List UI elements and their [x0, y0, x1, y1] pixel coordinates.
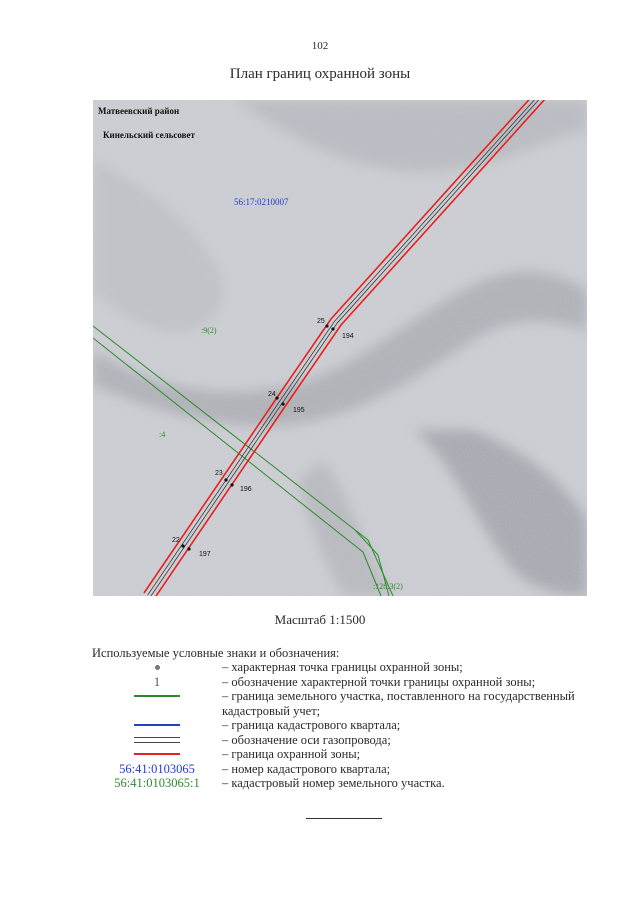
map-scale: Масштаб 1:1500 [274, 612, 366, 627]
region-label: Матвеевский район [98, 106, 180, 116]
legend-text: – граница охранной зоны; [222, 747, 361, 761]
legend-item [92, 675, 592, 690]
point-number-label: 196 [240, 486, 252, 493]
point-195 [281, 402, 284, 405]
legend-item [92, 733, 592, 748]
map-drawing [93, 100, 587, 596]
legend-item [92, 776, 592, 791]
green-line-icon [134, 695, 180, 697]
legend-item [92, 660, 592, 675]
aerial-texture [93, 100, 587, 596]
point-number-label: 23 [215, 470, 223, 477]
double-line-icon [134, 737, 180, 743]
parcel-number-symbol: 56:41:0103065:1 [114, 776, 200, 790]
point-number-label: 195 [293, 407, 305, 414]
legend-text: – граница кадастрового квартала; [222, 718, 401, 732]
point-number-symbol: 1 [153, 674, 161, 689]
legend-text: – обозначение характерной точки границы охранной зоны; [222, 674, 536, 689]
point-194 [331, 327, 334, 330]
end-rule [306, 818, 382, 819]
point-number-label: 25 [317, 318, 325, 325]
point-23 [224, 478, 227, 481]
parcel-label: :128:3(2) [373, 582, 403, 591]
point-number-label: 194 [342, 333, 354, 340]
legend-text: – обозначение оси газопровода; [222, 732, 391, 747]
legend-item [92, 747, 592, 762]
legend [92, 660, 592, 791]
legend-item [92, 762, 592, 777]
cadastral-quarter-label: 56:17:0210007 [234, 197, 289, 207]
quarter-number-symbol: 56:41:0103065 [119, 761, 195, 776]
point-22 [181, 544, 184, 547]
page-number: 102 [311, 40, 329, 52]
blue-line-icon [134, 724, 180, 726]
point-25 [325, 324, 328, 327]
boundary-map [93, 100, 587, 596]
legend-title: Используемые условные знаки и обозначения: [92, 646, 340, 660]
council-label: Кинельский сельсовет [103, 130, 195, 140]
legend-item [92, 718, 592, 733]
point-196 [230, 483, 233, 486]
legend-text: – номер кадастрового квартала; [222, 761, 391, 776]
point-number-label: 22 [172, 537, 180, 544]
parcel-label: :9(2) [201, 326, 217, 335]
document-title: План границ охранной зоны [229, 66, 411, 82]
legend-text: – характерная точка границы охранной зоны; [222, 660, 463, 674]
legend-item [92, 689, 592, 718]
point-197 [187, 547, 190, 550]
legend-text: – граница земельного участка, поставленного на государственный кадастровый учет; [222, 689, 575, 718]
point-number-label: 197 [199, 551, 211, 558]
point-number-label: 24 [268, 391, 276, 398]
red-line-icon [134, 753, 180, 755]
parcel-label: :4 [159, 430, 166, 439]
legend-text: – кадастровый номер земельного участка. [222, 776, 445, 790]
point-dot-icon [155, 665, 160, 670]
